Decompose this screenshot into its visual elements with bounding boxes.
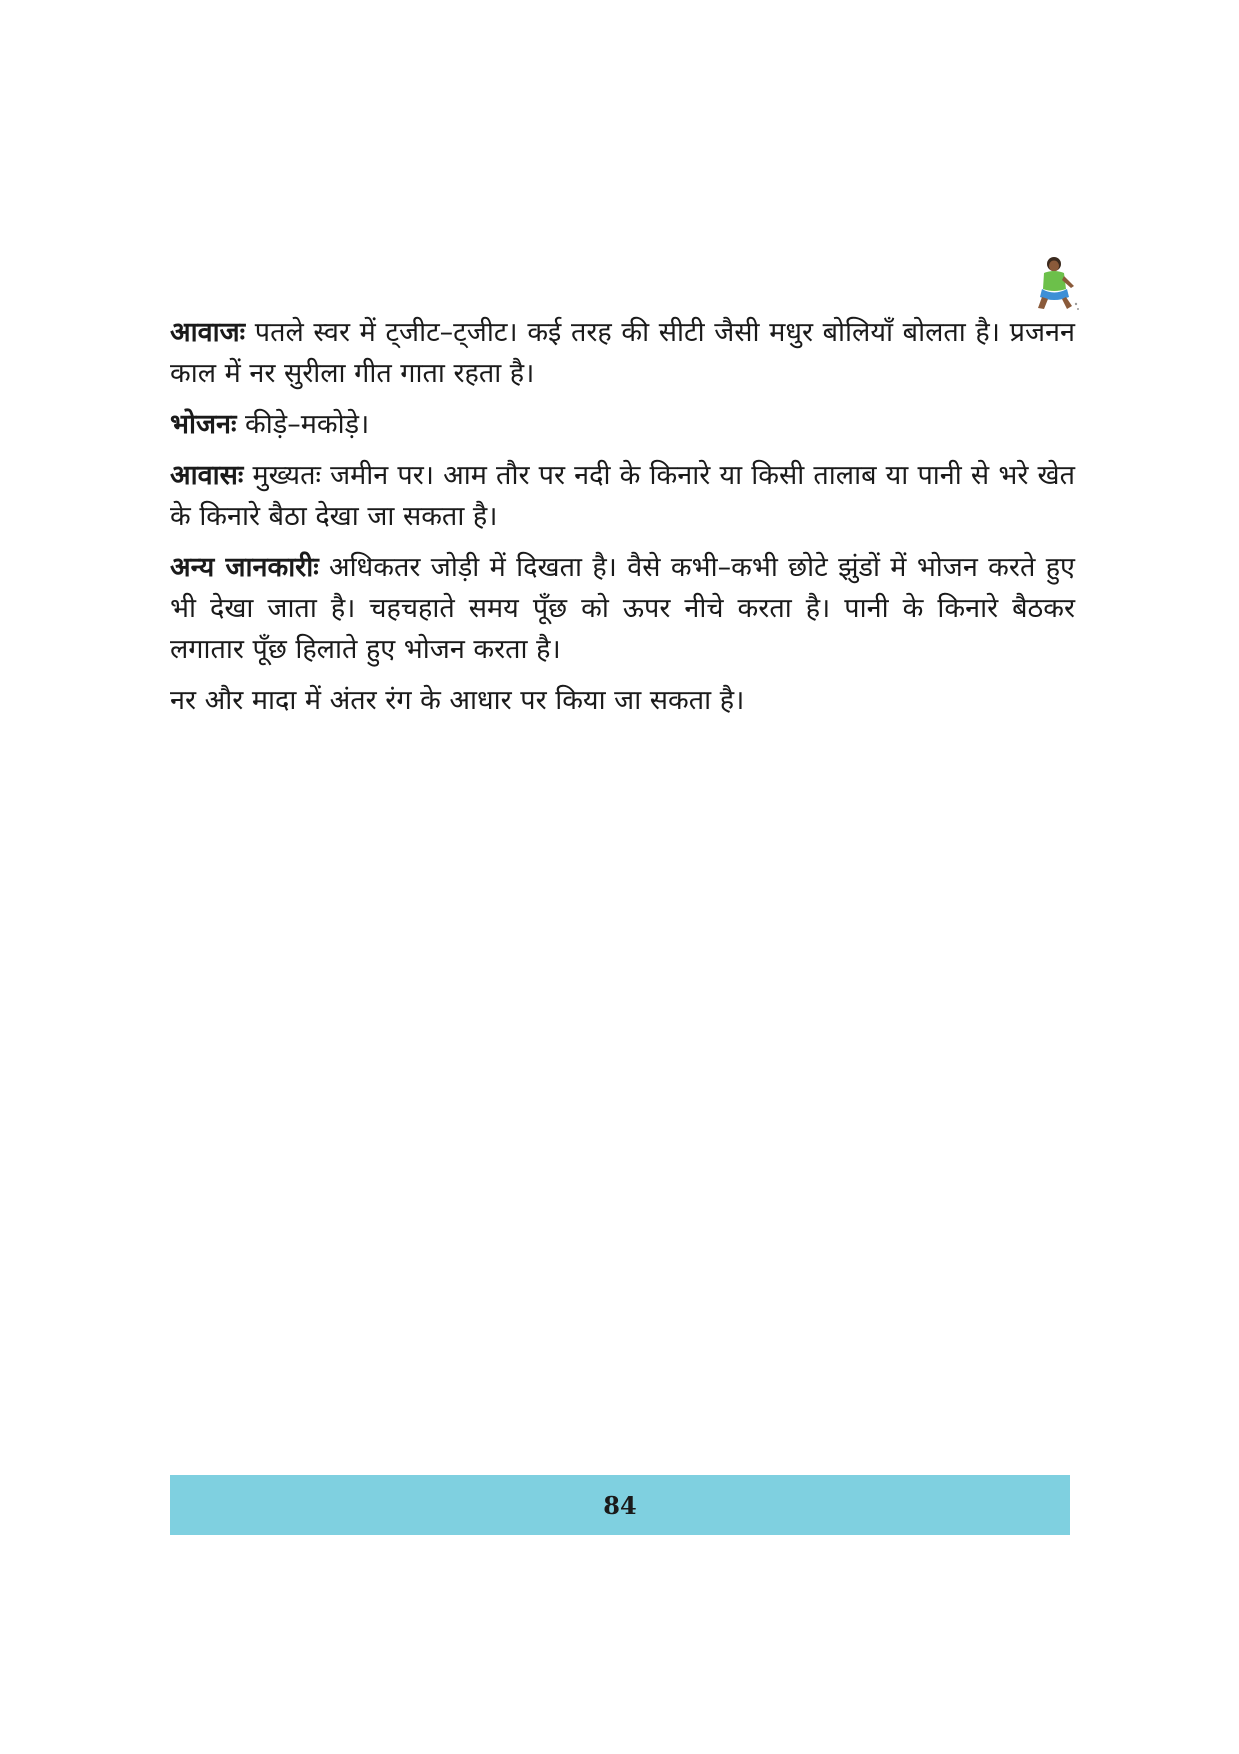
paragraph-bhojan: [170, 404, 1075, 445]
paragraph-awas: [170, 455, 1075, 537]
footer-band: [170, 1475, 1070, 1535]
paragraph-nar-mada: [170, 680, 1075, 721]
paragraph-anya-jankari: [170, 547, 1075, 670]
paragraph-label: अन्य जानकारीः: [170, 552, 319, 583]
paragraph-awaz: [170, 312, 1075, 394]
paragraph-text: नर और मादा में अंतर रंग के आधार पर किया जा सकता है।: [170, 685, 745, 716]
paragraph-text: कीड़े–मकोड़े।: [236, 409, 370, 440]
paragraph-label: आवाजः: [170, 317, 246, 348]
page-number: 84: [603, 1490, 637, 1520]
child-sitting-icon: [1036, 256, 1080, 314]
paragraph-label: आवासः: [170, 460, 244, 491]
main-content: [170, 312, 1075, 731]
paragraph-label: भोजनः: [170, 409, 237, 440]
paragraph-text: मुख्यतः जमीन पर। आम तौर पर नदी के किनारे या किसी तालाब या पानी से भरे खेत के किनारे बैठा देखा जा सकता है।: [170, 460, 1075, 532]
paragraph-text: अधिकतर जोड़ी में दिखता है। वैसे कभी–कभी छोटे झुंडों में भोजन करते हुए भी देखा जाता है। चहचहाते समय पूँछ को ऊपर नीचे करता है। पानी के किनारे बैठकर लगातार पूँछ हिलाते हुए भोजन करता है।: [170, 552, 1075, 665]
paragraph-text: पतले स्वर में ट्जीट–ट्जीट। कई तरह की सीटी जैसी मधुर बोलियाँ बोलता है। प्रजनन काल में नर सुरीला गीत गाता रहता है।: [170, 317, 1075, 389]
